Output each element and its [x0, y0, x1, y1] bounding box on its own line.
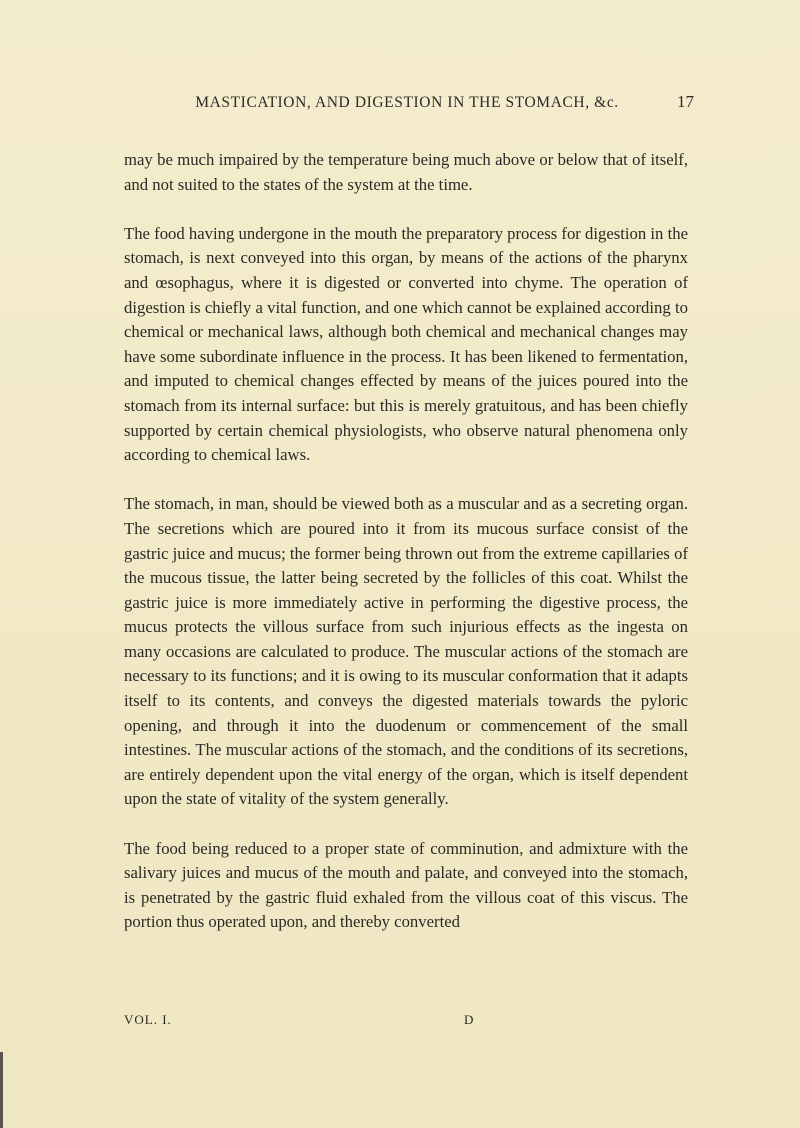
paragraph-comminution: The food being reduced to a proper state of comminution, and admixture with the salivary juices and mucus of the mouth and palate, and conveyed into the stomach, is penetrated by the gastric fluid exhaled from the villous coat of this viscus. The portion thus operated upon, and thereby converted — [124, 838, 688, 932]
running-head — [120, 90, 694, 116]
page-footer — [124, 1012, 688, 1032]
body-text — [124, 148, 688, 960]
page-edge-shadow — [0, 1052, 3, 1128]
paragraph-digestion: The food having undergone in the mouth the preparatory process for digestion in the stomach, is next conveyed into this organ, by means of the actions of the pharynx and œsophagus, where it is digested or converted into chyme. The operation of digestion is chiefly a vital function, and one which cannot be explained according to chemical or mechanical laws, although both chemical and mechanical changes may have some subordinate influence in the process. It has been likened to fermentation, and imputed to chemical changes effected by means of the juices poured into the stomach from its internal surface: but this is merely gratuitous, and has been chiefly supported by certain chemical physiologists, who observe natural phenomena only according to chemical laws. — [124, 223, 688, 465]
running-title: MASTICATION, AND DIGESTION IN THE STOMACH, &c. — [195, 94, 619, 111]
paragraph-stomach-organ: The stomach, in man, should be viewed both as a muscular and as a secreting organ. The secretions which are poured into it from its mucous surface consist of the gastric juice and mucus; the former being thrown out from the extreme capillaries of the mucous tissue, the latter being secreted by the follicles of this coat. Whilst the gastric juice is more immediately active in performing the digestive process, the mucus protects the villous surface from such injurious effects as the ingesta on many occasions are calculated to produce. The muscular actions of the stomach are necessary to its functions; and it is owing to its muscular conformation that it adapts itself to its contents, and conveys the digested materials towards the pyloric opening, and through it into the duodenum or commencement of the small intestines. The muscular actions of the stomach, and the conditions of its secretions, are entirely dependent upon the vital energy of the organ, which is itself dependent upon the state of vitality of the system generally. — [124, 494, 688, 809]
signature-mark: D — [464, 1012, 474, 1027]
paragraph-continuation: may be much impaired by the temperature being much above or below that of itself, and not suited to the states of the system at the time. — [124, 150, 688, 194]
page-number: 17 — [677, 92, 694, 111]
volume-label: VOL. I. — [124, 1012, 172, 1027]
